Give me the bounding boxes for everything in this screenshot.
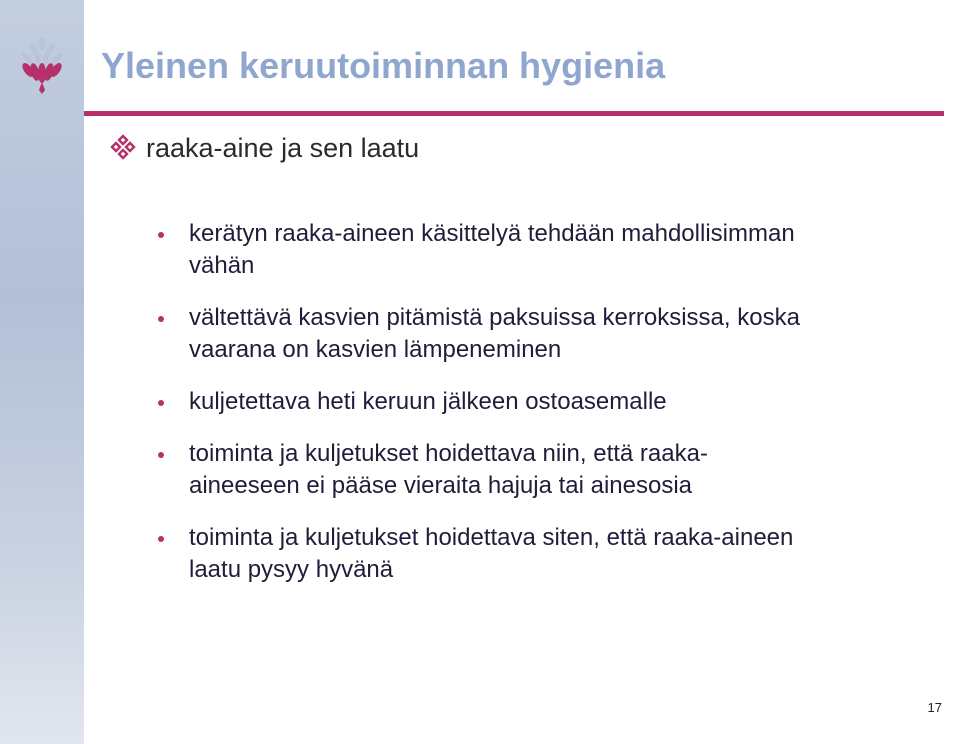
side-band: [0, 0, 84, 744]
bullet-line: aineeseen ei pääse vieraita hajuja tai ainesosia: [189, 472, 693, 499]
page-number: 17: [927, 700, 942, 715]
subheading: raaka-aine ja sen laatu: [146, 133, 420, 163]
round-bullet-icon: [158, 452, 164, 458]
list-item: [156, 438, 946, 502]
list-item: [156, 218, 946, 282]
bullet-line: kuljetettava heti keruun jälkeen ostoasemalle: [189, 388, 667, 415]
diamond-bullet-icon: [110, 134, 136, 160]
round-bullet-icon: [158, 400, 164, 406]
list-item: [156, 522, 946, 586]
bullet-list: [156, 218, 946, 606]
bullet-line: toiminta ja kuljetukset hoidettava niin, että raaka-: [189, 440, 708, 467]
slide-title: Yleinen keruutoiminnan hygienia: [101, 45, 666, 86]
title-rule: [84, 111, 944, 116]
bullet-line: kerätyn raaka-aineen käsittelyä tehdään mahdollisimman: [189, 220, 795, 247]
list-item: [156, 302, 946, 366]
bullet-line: vaarana on kasvien lämpeneminen: [189, 336, 562, 363]
list-item: [156, 386, 946, 418]
bullet-line: vältettävä kasvien pitämistä paksuissa kerroksissa, koska: [189, 304, 800, 331]
bullet-line: laatu pysyy hyvänä: [189, 556, 394, 583]
round-bullet-icon: [158, 232, 164, 238]
flower-logo-icon: [12, 34, 72, 96]
bullet-line: toiminta ja kuljetukset hoidettava siten, että raaka-aineen: [189, 524, 794, 551]
round-bullet-icon: [158, 536, 164, 542]
round-bullet-icon: [158, 316, 164, 322]
bullet-line: vähän: [189, 252, 255, 279]
